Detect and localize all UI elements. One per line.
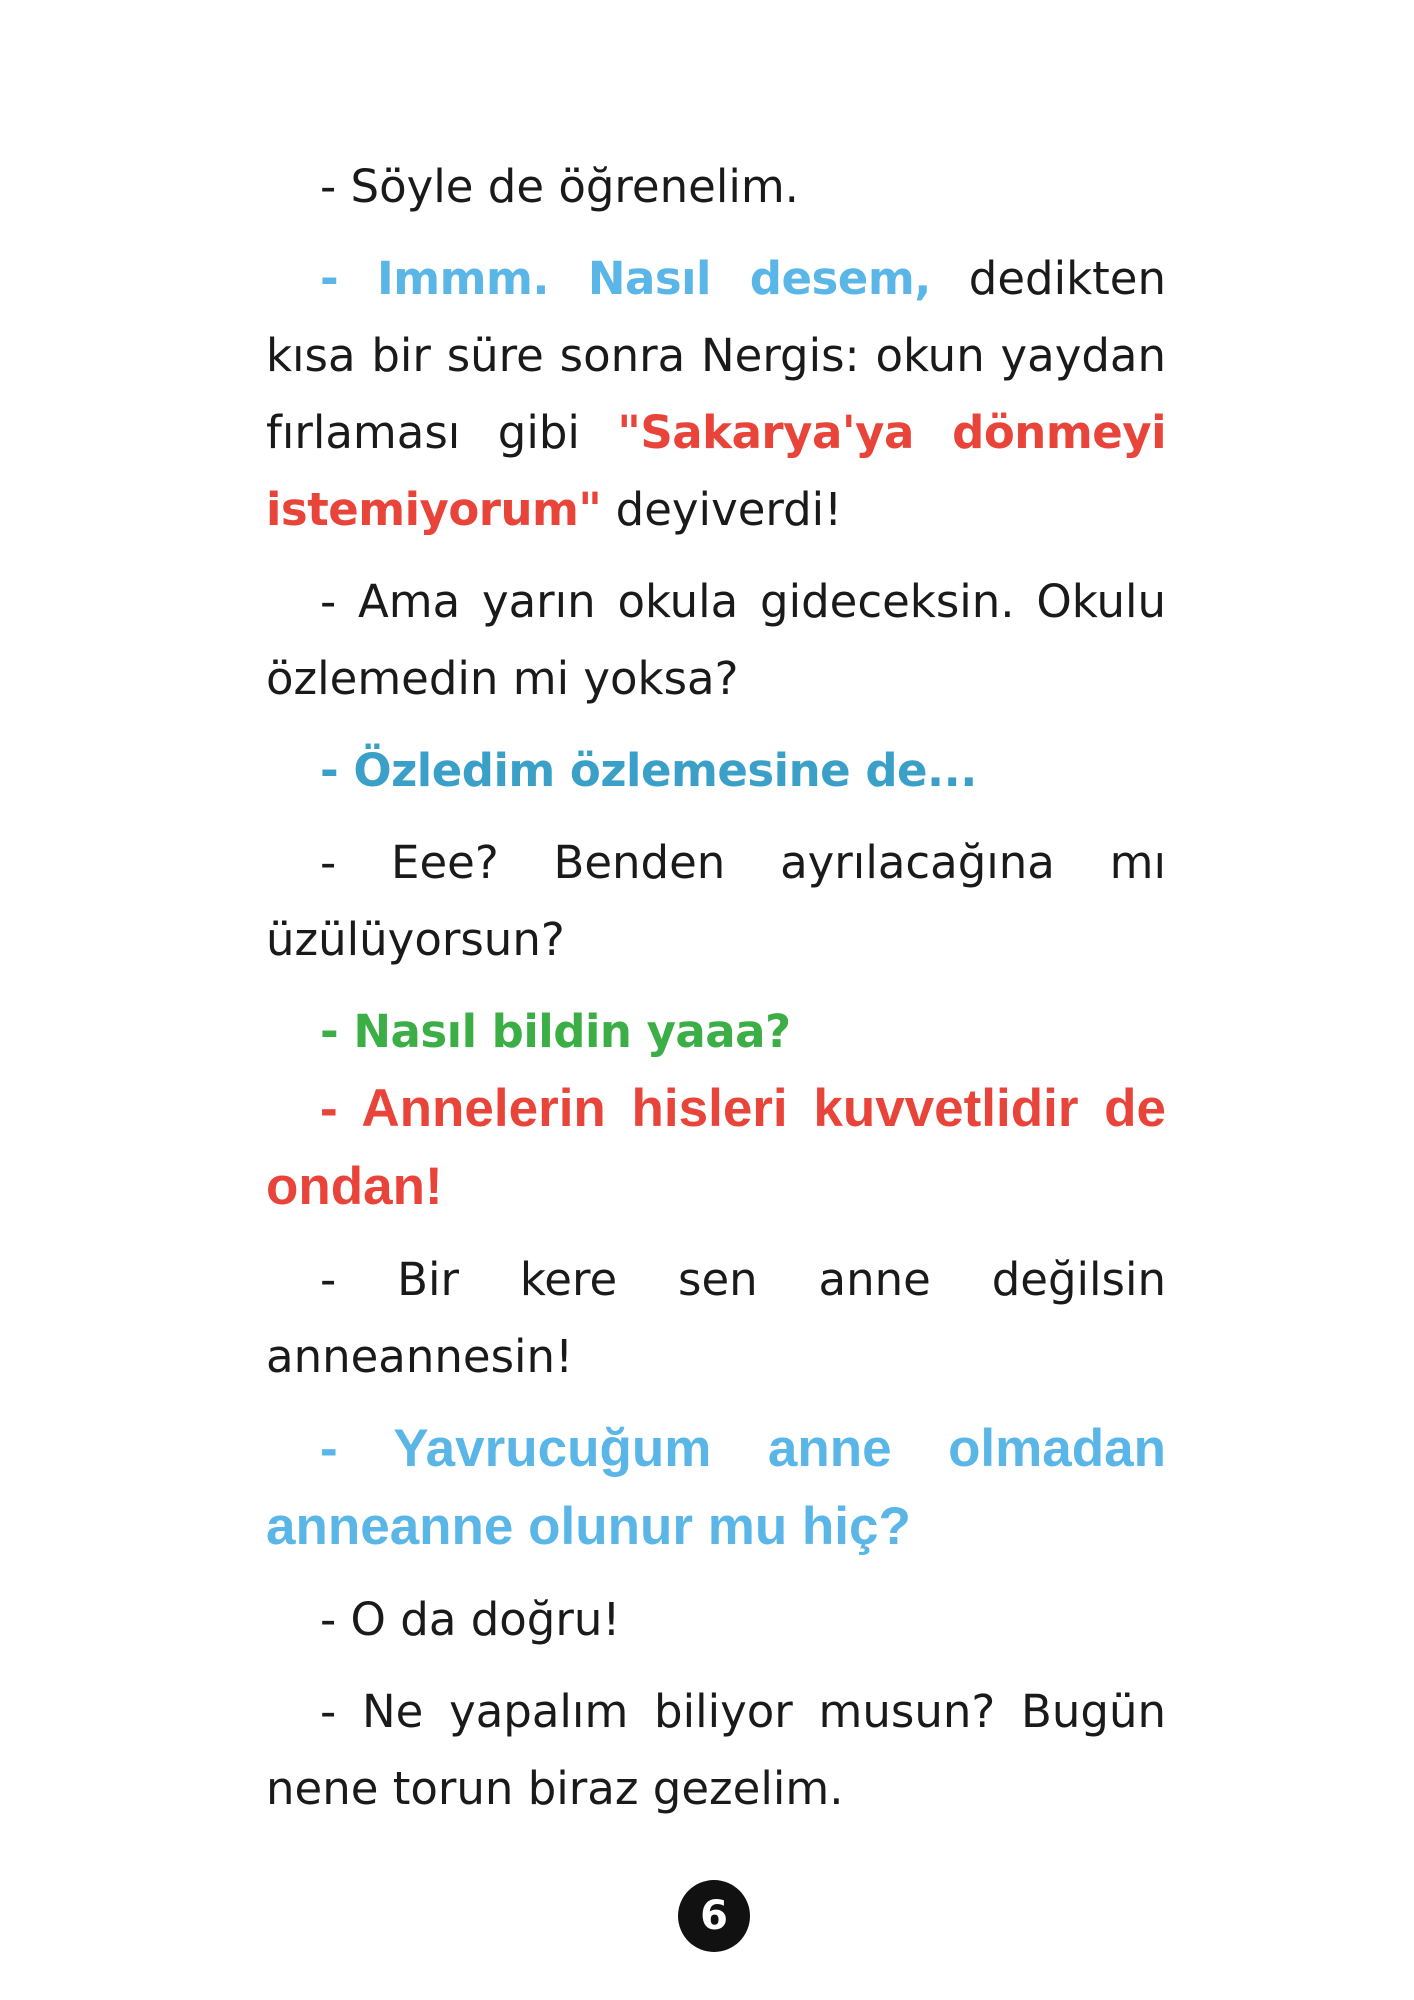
page-body (266, 148, 1166, 1842)
paragraph-7 (266, 1070, 1166, 1226)
dialogue-line: - Eee? Benden ayrılacağına mı üzülüyorsun? (266, 836, 1166, 966)
paragraph-8 (266, 1241, 1166, 1395)
paragraph-11 (266, 1673, 1166, 1827)
dialogue-line: - Ama yarın okula gideceksin. Okulu özlemedin mi yoksa? (266, 575, 1166, 705)
paragraph-1 (266, 148, 1166, 225)
paragraph-3 (266, 563, 1166, 717)
dialogue-line: - Bir kere sen anne değilsin anneannesin! (266, 1253, 1166, 1383)
grandmother-speech: - Yavrucuğum anne olmadan anneanne olunur mu hiç? (266, 1419, 1166, 1556)
nergis-speech: - Immm. Nasıl desem, (320, 252, 931, 305)
dialogue-line: - Söyle de öğrenelim. (320, 160, 799, 213)
paragraph-4 (266, 732, 1166, 809)
grandmother-speech: - Annelerin hisleri kuvvetlidir de ondan! (266, 1079, 1166, 1216)
nergis-quote: "Sakarya'ya dönmeyi istemiyorum" (266, 406, 1166, 536)
nergis-speech: - Özledim özlemesine de... (320, 744, 977, 797)
paragraph-10 (266, 1581, 1166, 1658)
paragraph-6 (266, 993, 1166, 1070)
narration-end: deyiverdi! (601, 483, 843, 536)
paragraph-5 (266, 824, 1166, 978)
nergis-speech: - Nasıl bildin yaaa? (320, 1005, 791, 1058)
dialogue-line: - Ne yapalım biliyor musun? Bugün nene torun biraz gezelim. (266, 1685, 1166, 1815)
narration: dedikten kısa bir süre sonra Nergis: okun yaydan fırlaması gibi (266, 252, 1166, 459)
paragraph-9 (266, 1410, 1166, 1566)
dialogue-line: - O da doğru! (320, 1593, 621, 1646)
paragraph-2 (266, 240, 1166, 548)
page-number: 6 (700, 1893, 728, 1939)
page-number-badge (678, 1880, 750, 1952)
